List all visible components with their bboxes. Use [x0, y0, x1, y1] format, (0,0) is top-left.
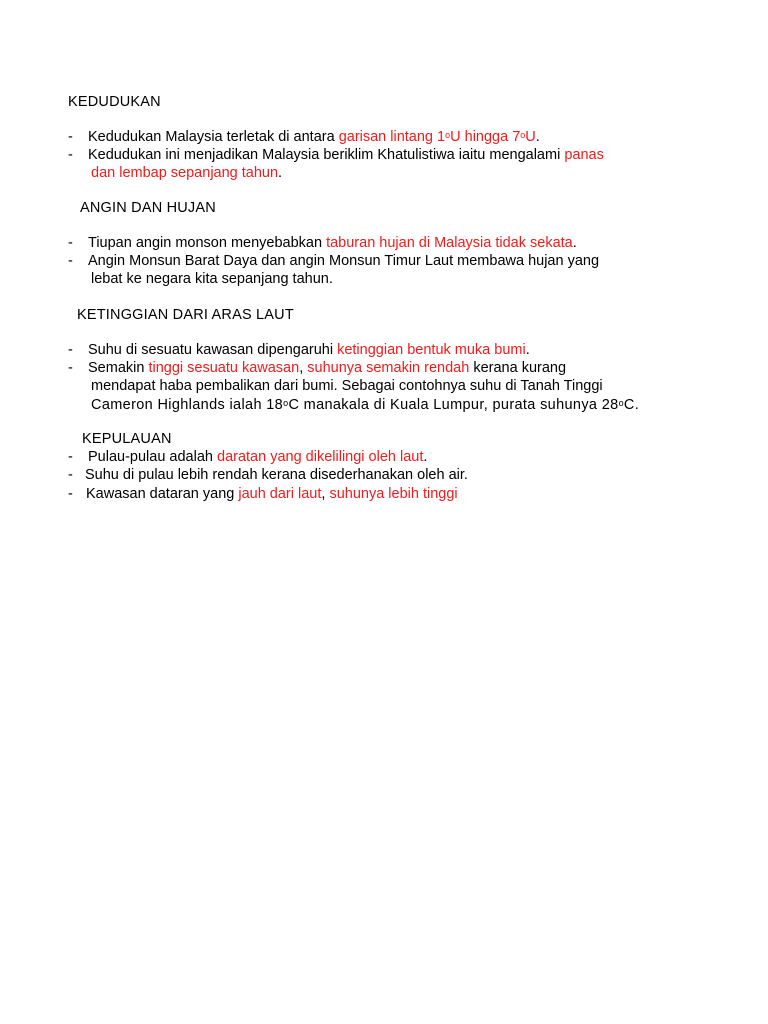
- bullet-text: Suhu di pulau lebih rendah kerana disederhanakan oleh air.: [85, 467, 468, 483]
- text-segment: ,: [321, 486, 330, 502]
- text-segment: .: [525, 342, 530, 358]
- bullet-text: [88, 129, 540, 145]
- bullet-dash: -: [68, 449, 73, 465]
- text-segment: Suhu di sesuatu kawasan dipengaruhi: [88, 342, 338, 358]
- highlight-segment: U: [525, 129, 536, 145]
- highlight-segment: daratan yang dikelilingi oleh laut: [217, 449, 424, 465]
- highlight-segment: tinggi sesuatu kawasan: [148, 360, 300, 376]
- bullet-text-continued: lebat ke negara kita sepanjang tahun.: [91, 271, 333, 287]
- bullet-dash: -: [68, 360, 73, 376]
- highlight-segment: panas: [564, 147, 604, 163]
- bullet-text: [86, 486, 458, 502]
- bullet-dash: -: [68, 129, 73, 145]
- highlight-segment: suhunya lebih tinggi: [329, 486, 458, 502]
- bullet-dash: -: [68, 235, 73, 251]
- text-segment: .: [572, 235, 577, 251]
- bullet-dash: -: [68, 467, 73, 483]
- bullet-text: [88, 449, 427, 465]
- highlight-segment: ketinggian bentuk muka bumi: [337, 342, 526, 358]
- bullet-text-continued: [91, 165, 282, 181]
- highlight-segment: taburan hujan di Malaysia tidak sekata: [326, 235, 573, 251]
- text-segment: kerana kurang: [469, 360, 567, 376]
- degree-mark: o: [445, 130, 451, 140]
- heading-angin-dan-hujan: ANGIN DAN HUJAN: [80, 200, 216, 216]
- text-segment: C.: [623, 397, 640, 413]
- heading-kepulauan: KEPULAUAN: [82, 431, 172, 447]
- text-segment: Cameron Highlands ialah 18: [91, 397, 284, 413]
- bullet-dash: -: [68, 342, 73, 358]
- text-segment: Tiupan angin monson menyebabkan: [88, 235, 327, 251]
- text-segment: C manakala di Kuala Lumpur, purata suhunya 28: [288, 397, 619, 413]
- highlight-segment: jauh dari laut: [238, 486, 322, 502]
- bullet-text-continued: mendapat haba pembalikan dari bumi. Sebagai contohnya suhu di Tanah Tinggi: [91, 378, 603, 394]
- highlight-segment: dan lembap sepanjang tahun: [91, 165, 279, 181]
- text-segment: Pulau-pulau adalah: [88, 449, 217, 465]
- text-segment: ,: [299, 360, 308, 376]
- text-segment: Kedudukan Malaysia terletak di antara: [88, 129, 339, 145]
- degree-mark: o: [283, 398, 289, 408]
- bullet-dash: -: [68, 486, 73, 502]
- highlight-segment: garisan lintang 1: [338, 129, 446, 145]
- degree-mark: o: [618, 398, 624, 408]
- bullet-text-continued: [91, 397, 639, 413]
- bullet-dash: -: [68, 147, 73, 163]
- bullet-text: [88, 360, 566, 376]
- bullet-text: Angin Monsun Barat Daya dan angin Monsun Timur Laut membawa hujan yang: [88, 253, 600, 269]
- text-segment: Kedudukan ini menjadikan Malaysia beriklim Khatulistiwa iaitu mengalami: [88, 147, 565, 163]
- heading-ketinggian: KETINGGIAN DARI ARAS LAUT: [77, 307, 294, 323]
- text-segment: .: [278, 165, 283, 181]
- text-segment: Kawasan dataran yang: [86, 486, 239, 502]
- bullet-text: [88, 235, 577, 251]
- bullet-dash: -: [68, 253, 73, 269]
- text-segment: .: [423, 449, 428, 465]
- highlight-segment: U hingga 7: [450, 129, 521, 145]
- degree-mark: o: [520, 130, 526, 140]
- text-segment: .: [535, 129, 540, 145]
- heading-kedudukan: KEDUDUKAN: [68, 94, 161, 110]
- bullet-text: [88, 342, 530, 358]
- highlight-segment: suhunya semakin rendah: [307, 360, 470, 376]
- text-segment: Semakin: [88, 360, 149, 376]
- bullet-text: [88, 147, 604, 163]
